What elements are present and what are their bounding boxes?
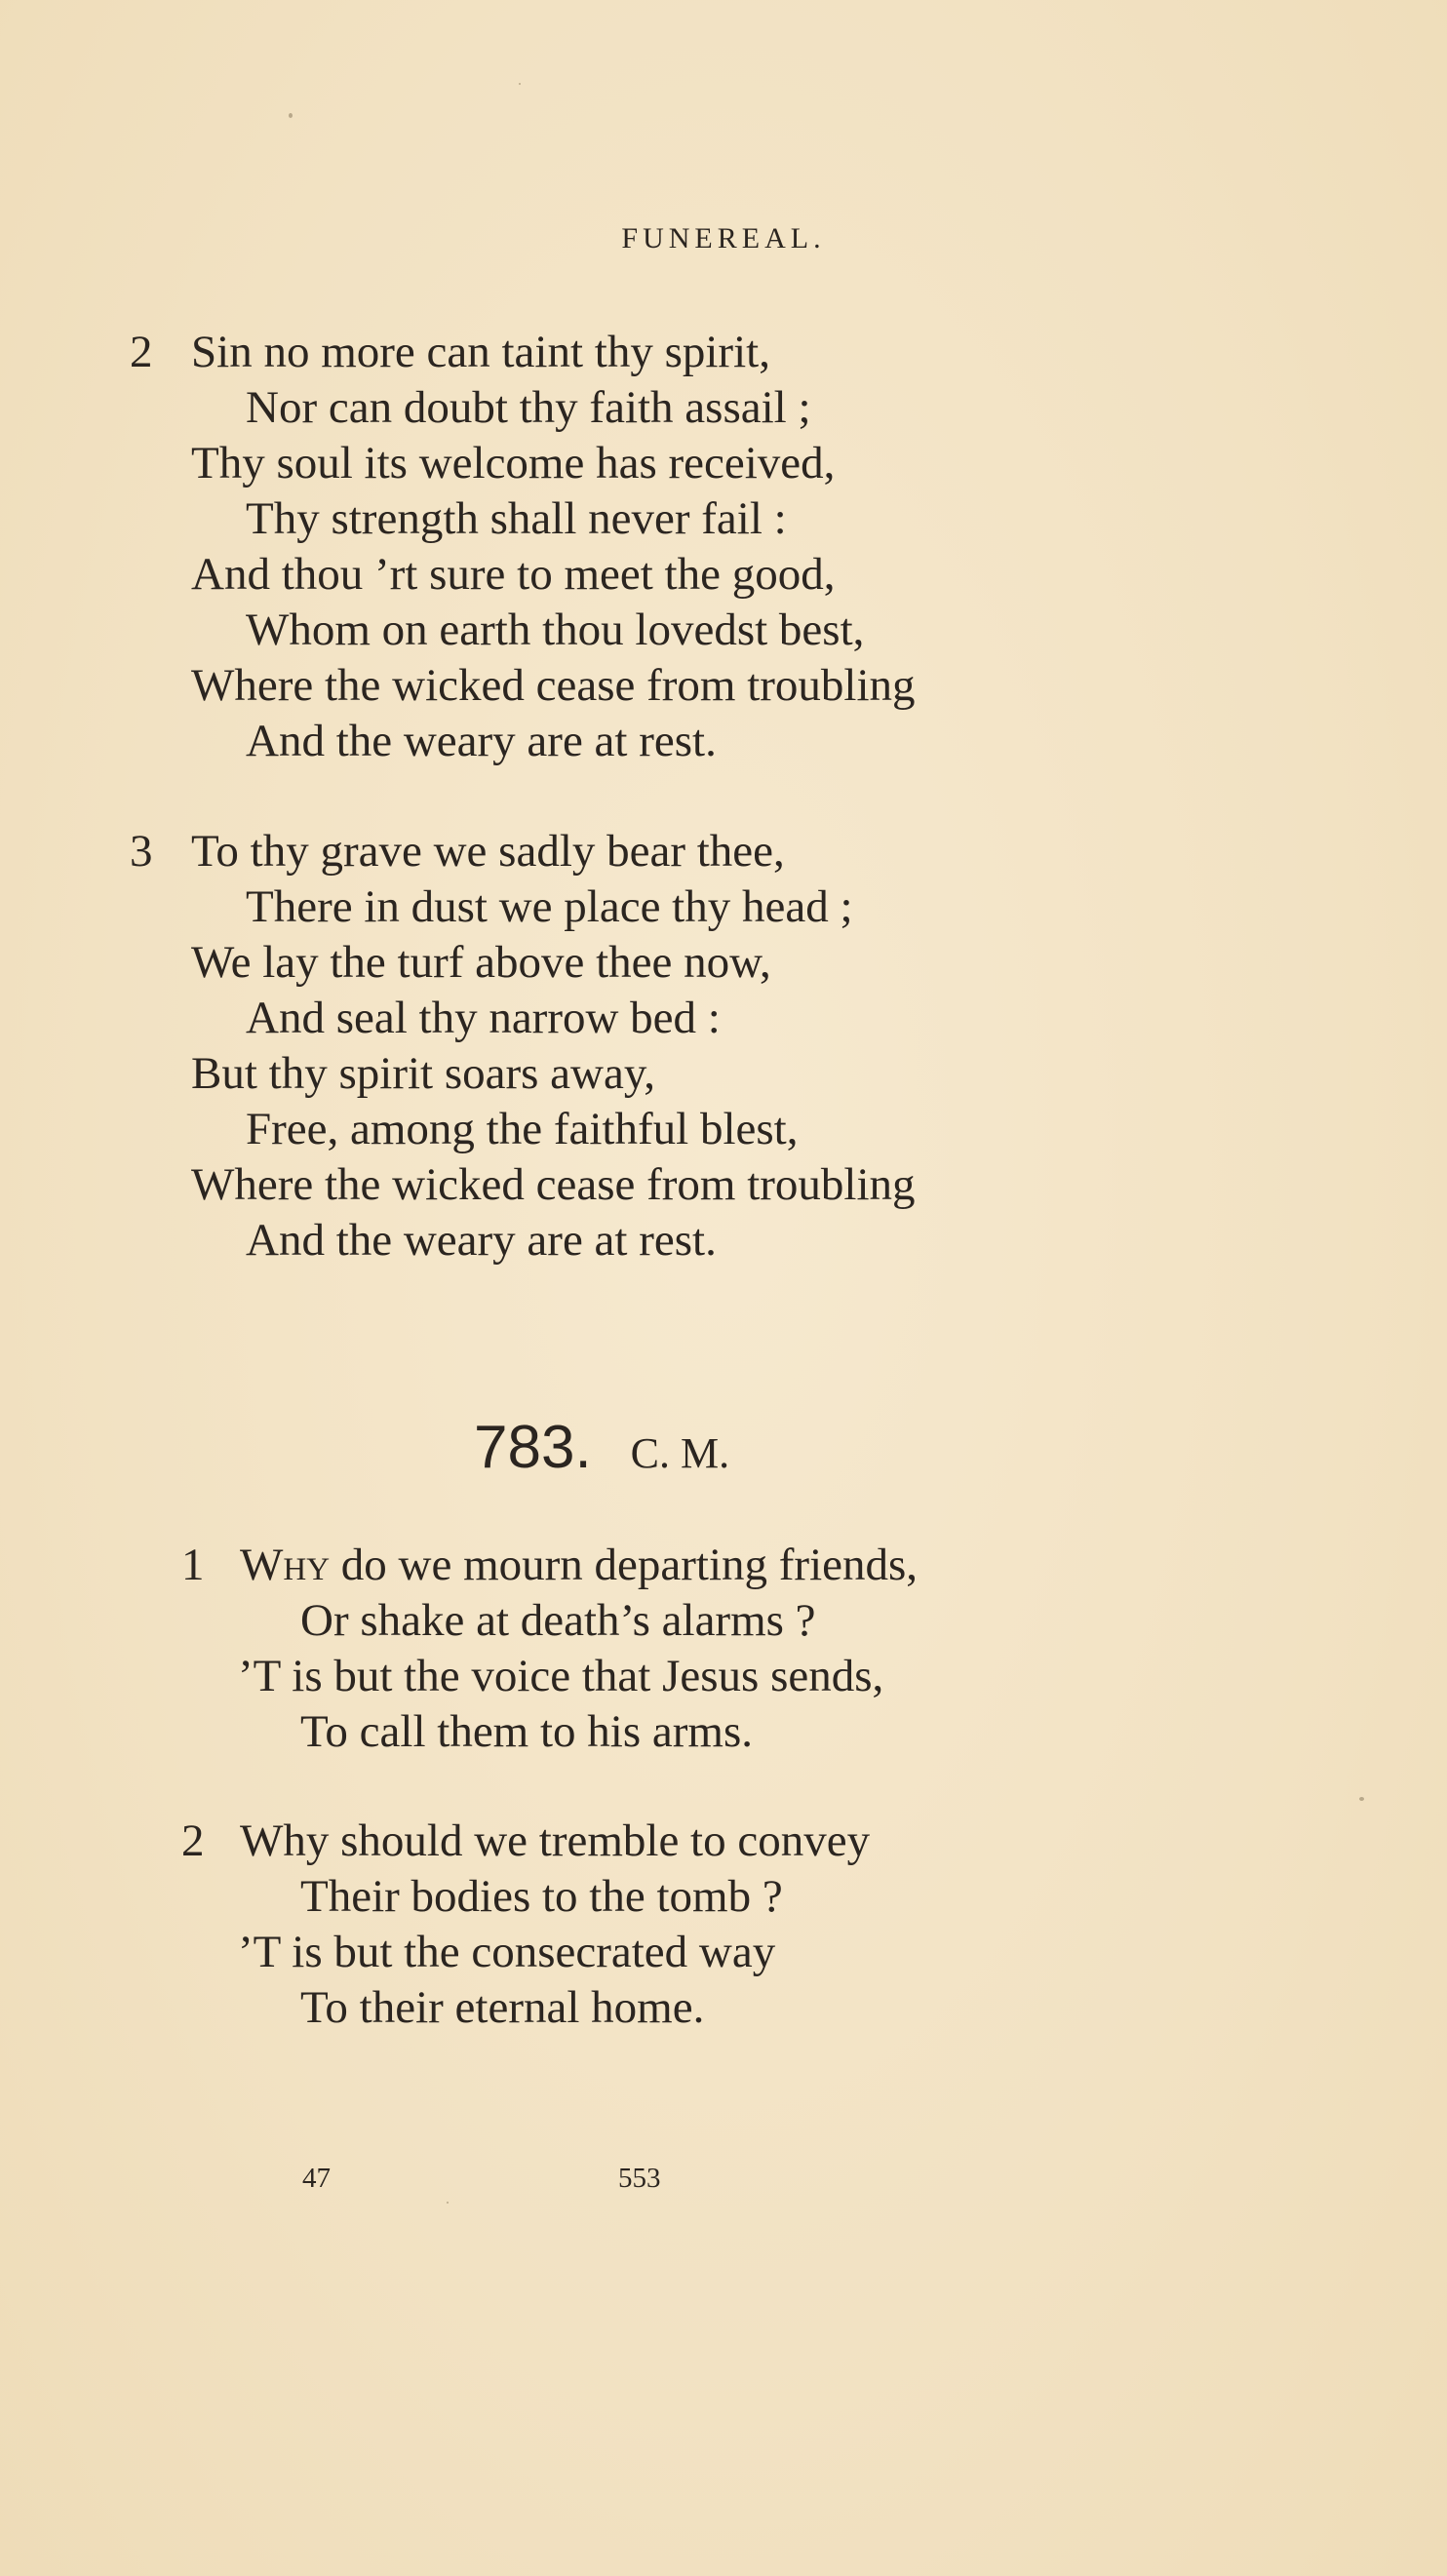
verse-line: We lay the turf above thee now,: [191, 937, 771, 988]
verse-number: 3: [130, 826, 153, 877]
verse-line: But thy spirit soars away,: [191, 1048, 656, 1099]
verse-line: ’T is but the consecrated way: [238, 1927, 776, 1977]
paper-speck: [519, 83, 521, 85]
running-head: FUNEREAL.: [621, 222, 826, 254]
verse-line: Where the wicked cease from troubling: [191, 660, 916, 711]
hymn-number: 783.: [474, 1414, 592, 1481]
paper-speck: [447, 2202, 449, 2204]
verse-line: Their bodies to the tomb ?: [300, 1871, 783, 1922]
verse-line: To thy grave we sadly bear thee,: [191, 826, 785, 877]
hymn-heading: [474, 1414, 730, 1481]
verse-line: And thou ’rt sure to meet the good,: [191, 549, 836, 600]
verse-line: And seal thy narrow bed :: [246, 993, 721, 1043]
verse-line: Thy strength shall never fail :: [246, 493, 787, 544]
verse-line: Nor can doubt thy faith assail ;: [246, 382, 811, 433]
page-number: 553: [618, 2163, 661, 2194]
verse-line: Whom on earth thou lovedst best,: [246, 605, 865, 655]
verse-line: Thy soul its welcome has received,: [191, 438, 836, 488]
verse-number: 1: [181, 1540, 205, 1590]
verse-first-line-rest: do we mourn departing friends,: [330, 1540, 919, 1590]
verse-line: Free, among the faithful blest,: [246, 1104, 799, 1154]
verse-number: 2: [130, 327, 153, 377]
verse-line: Where the wicked cease from troubling: [191, 1159, 916, 1210]
hymn-meter: C. M.: [630, 1429, 730, 1477]
verse-line: Or shake at death’s alarms ?: [300, 1595, 816, 1646]
verse-line: To their eternal home.: [300, 1982, 705, 2033]
verse-line: There in dust we place thy head ;: [246, 881, 853, 932]
verse-first-word: Why: [240, 1540, 331, 1590]
paper-speck: [1359, 1797, 1364, 1801]
verse-first-line: [240, 1542, 918, 1588]
verse-line: Sin no more can taint thy spirit,: [191, 327, 770, 377]
signature-mark: 47: [302, 2163, 331, 2194]
verse-line: Why should we tremble to convey: [240, 1815, 871, 1866]
paper-speck: [289, 113, 293, 118]
verse-line: And the weary are at rest.: [246, 716, 717, 766]
verse-line: To call them to his arms.: [300, 1706, 754, 1757]
verse-number: 2: [181, 1815, 205, 1866]
verse-line: And the weary are at rest.: [246, 1215, 717, 1266]
verse-line: ’T is but the voice that Jesus sends,: [238, 1651, 884, 1701]
